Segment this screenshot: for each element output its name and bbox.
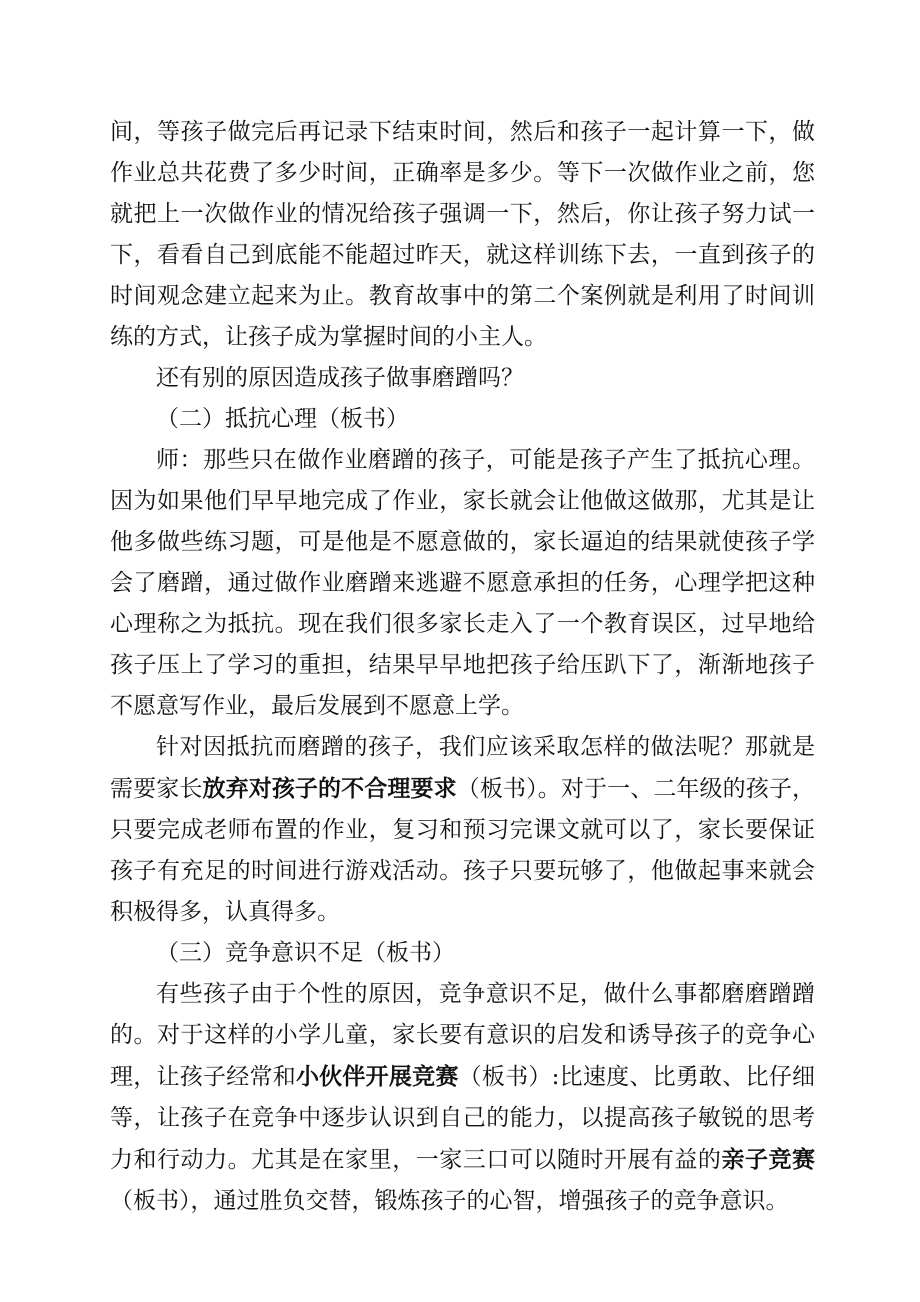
emphasis-text: 放弃对孩子的不合理要求 [202, 775, 457, 802]
paragraph-competition [110, 974, 815, 1222]
paragraph-text: （板书），通过胜负交替，锻炼孩子的心智，增强孩子的竞争意识。 [110, 1188, 789, 1214]
section-heading-resistance: （二）抵抗心理（板书） [156, 406, 409, 432]
paragraph-other-causes-question: 还有别的原因造成孩子做事磨蹭吗？ [156, 365, 524, 391]
document-page [110, 112, 815, 1222]
section-heading-competition: （三）竞争意识不足（板书） [156, 940, 455, 966]
emphasis-text: 小伙伴开展竞赛 [295, 1063, 459, 1090]
paragraph-text: （板书）。对于一、二年级的孩子，只要完成老师布置的作业，复习和预习完课文就可以了，家长要保证孩子有充足的时间进行游戏活动。孩子只要玩够了，他做起事来就会积极得多，认真得多。 [110, 776, 816, 925]
paragraph-text: （板书）:比速度、比勇敢、比仔细等，让孩子在竞争中逐步认识到自己的能力，以提高孩子敏锐的思考力和行动力。尤其是在家里，一家三口可以随时开展有益的 [110, 1064, 816, 1173]
paragraph-text: 有些孩子由于个性的原因，竞争意识不足，做什么事都磨磨蹭蹭的。对于这样的小学儿童，家长要有意识的启发和诱导孩子的竞争心理，让孩子经常和 [110, 981, 815, 1090]
paragraph-resistance-psychology: 师：那些只在做作业磨蹭的孩子，可能是孩子产生了抵抗心理。因为如果他们早早地完成了作业，家长就会让他做这做那，尤其是让他多做些练习题，可是他是不愿意做的，家长逼迫的结果就使孩子学会了磨蹭，通过做作业磨蹭来逃避不愿意承担的任务，心理学把这种心理称之为抵抗。现在我们很多家长走入了一个教育误区，过早地给孩子压上了学习的重担，结果早早地把孩子给压趴下了，渐渐地孩子不愿意写作业，最后发展到不愿意上学。 [110, 447, 815, 719]
paragraph-resistance-solution [110, 727, 815, 933]
paragraph-text: 针对因抵抗而磨蹭的孩子，我们应该采取怎样的做法呢？那就是需要家长 [110, 734, 815, 802]
paragraph-time-training: 间，等孩子做完后再记录下结束时间，然后和孩子一起计算一下，做作业总共花费了多少时间，正确率是多少。等下一次做作业之前，您就把上一次做作业的情况给孩子强调一下，然后，你让孩子努力试一下，看看自己到底能不能超过昨天，就这样训练下去，一直到孩子的时间观念建立起来为止。教育故事中的第二个案例就是利用了时间训练的方式，让孩子成为掌握时间的小主人。 [110, 119, 815, 350]
emphasis-text: 亲子竞赛 [721, 1146, 816, 1173]
